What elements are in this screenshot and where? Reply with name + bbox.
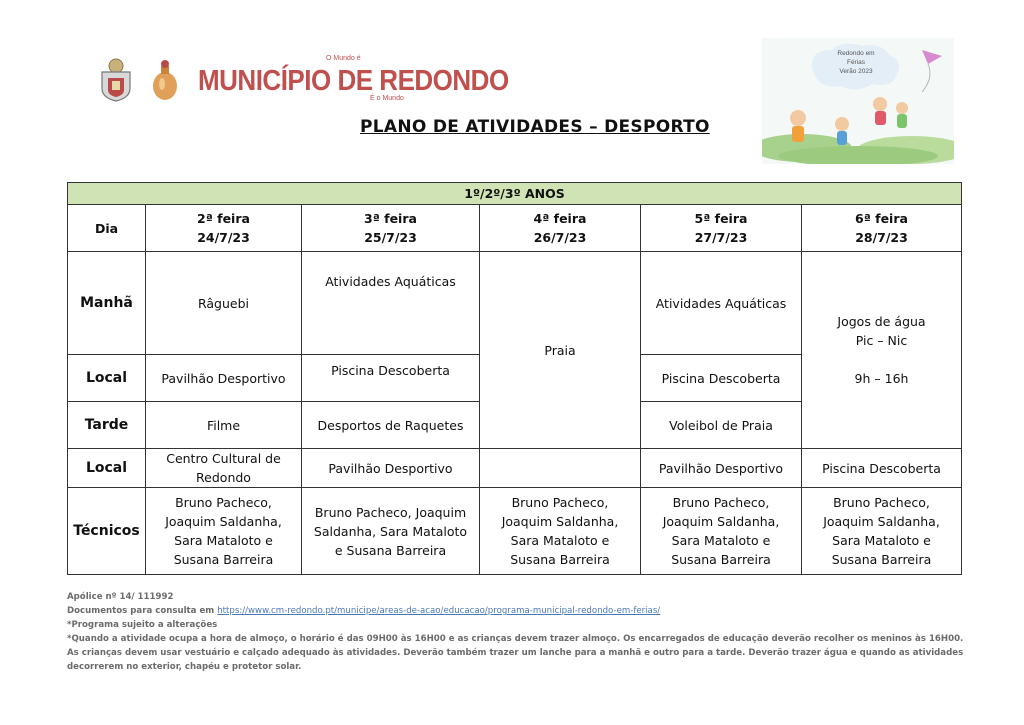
cell-location: Pavilhão Desportivo xyxy=(641,449,802,488)
caption-line: Verão 2023 xyxy=(839,68,873,75)
caption-line: Férias xyxy=(846,59,866,66)
lunch-note: *Quando a atividade ocupa a hora de almoço, o horário é das 09H00 às 16H00 e as crianças devem trazer almoço. Os encarregados de educação deverão recolher os meninos às 16H00. As crianças devem usar vestuário e calçado adequado às atividades. Deverão também trazer um lanche para a manhã e outro para a tarde. Deverão trazer água e quando as atividades decorrerem no exterior, chapéu e protetor solar. xyxy=(67,634,964,672)
activity-schedule-table xyxy=(67,182,962,575)
cell-line: Sara Mataloto e xyxy=(510,533,610,548)
cell-location: Centro Cultural de Redondo xyxy=(146,449,302,488)
day-label xyxy=(68,205,146,252)
row-label-technicians: Técnicos xyxy=(68,488,146,575)
cell-line xyxy=(806,350,957,369)
cell-line: 9h – 16h xyxy=(854,371,909,386)
footer-notes xyxy=(67,590,967,674)
cell-line: Sara Mataloto e xyxy=(832,533,931,548)
day-header xyxy=(480,205,641,252)
morning-row xyxy=(68,252,962,355)
day-name: 3ª feira xyxy=(364,211,417,226)
cell-line: Susana Barreira xyxy=(173,552,274,567)
illustration-caption xyxy=(820,49,892,76)
page-title: PLANO DE ATIVIDADES – DESPORTO xyxy=(360,117,710,137)
logo-tagline-top: O Mundo é xyxy=(326,55,361,62)
cell-location: Pavilhão Desportivo xyxy=(302,449,480,488)
cell-activity: Praia xyxy=(480,252,641,449)
cell-line: Jogos de água xyxy=(837,314,926,329)
cell-technicians xyxy=(641,488,802,575)
cell-line: Bruno Pacheco, xyxy=(672,495,770,510)
day-header xyxy=(802,205,962,252)
day-header xyxy=(641,205,802,252)
day-name: 5ª feira xyxy=(694,211,748,226)
cell-line: Saldanha, Sara Mataloto xyxy=(313,523,468,539)
cell-line: Susana Barreira xyxy=(510,552,610,567)
cell-line: Bruno Pacheco, xyxy=(175,495,272,510)
cell-line: Joaquim Saldanha, xyxy=(165,514,282,529)
day-date: 26/7/23 xyxy=(533,230,587,245)
row-label-location: Local xyxy=(68,449,146,488)
cell-location xyxy=(480,449,641,488)
insurance-policy: Apólice nº 14/ 111992 xyxy=(67,592,174,602)
cell-technicians xyxy=(146,488,302,575)
row-label-afternoon: Tarde xyxy=(68,402,146,449)
municipal-crest-icon xyxy=(96,56,136,102)
cell-line: e Susana Barreira xyxy=(334,542,447,558)
row-label-location: Local xyxy=(68,355,146,402)
documents-prefix: Documentos para consulta em xyxy=(67,606,218,616)
cell-activity: Voleibol de Praia xyxy=(641,402,802,449)
cell-activity: Atividades Aquáticas xyxy=(641,252,802,355)
technicians-row xyxy=(68,488,962,575)
vase-logo-icon xyxy=(150,58,180,102)
afternoon-location-row xyxy=(68,449,962,488)
cell-location: Piscina Descoberta xyxy=(802,449,962,488)
program-note: *Programa sujeito a alterações xyxy=(67,620,218,630)
day-name: 2ª feira xyxy=(197,211,250,226)
cell-line: Bruno Pacheco, xyxy=(833,495,930,510)
cell-activity: Desportos de Raquetes xyxy=(302,402,480,449)
day-name: 6ª feira xyxy=(855,211,908,226)
day-date: 27/7/23 xyxy=(694,230,748,245)
cell-line: Pic – Nic xyxy=(855,333,908,348)
cell-line: Sara Mataloto e xyxy=(671,533,771,548)
cell-activity: Atividades Aquáticas xyxy=(302,252,480,355)
day-date: 28/7/23 xyxy=(855,230,908,245)
documents-link[interactable]: https://www.cm-redondo.pt/municipe/areas-de-acao/educacao/programa-municipal-redondo-em-ferias/ xyxy=(217,606,661,616)
group-header: 1º/2º/3º ANOS xyxy=(68,183,962,205)
day-name: 4ª feira xyxy=(533,211,587,226)
cell-technicians xyxy=(802,488,962,575)
cell-line: Sara Mataloto e xyxy=(174,533,273,548)
cell-activity: Râguebi xyxy=(146,252,302,355)
cell-activity: Filme xyxy=(146,402,302,449)
day-date: 25/7/23 xyxy=(364,230,417,245)
logo-tagline-bottom: É o Mundo xyxy=(370,95,404,102)
cell-line: Bruno Pacheco, Joaquim xyxy=(314,504,467,520)
cell-technicians xyxy=(480,488,641,575)
cell-line: Susana Barreira xyxy=(671,552,771,567)
caption-line: Redondo em xyxy=(837,50,875,57)
cell-line: Susana Barreira xyxy=(831,552,932,567)
cell-location: Piscina Descoberta xyxy=(641,355,802,402)
cell-activity-full-day xyxy=(802,252,962,449)
municipality-logo-text: MUNICÍPIO DE REDONDO xyxy=(198,63,509,97)
row-label-morning: Manhã xyxy=(68,252,146,355)
cell-technicians xyxy=(302,488,480,575)
day-label-text: Dia xyxy=(94,220,119,236)
cell-line: Joaquim Saldanha, xyxy=(501,514,619,529)
cell-line: Joaquim Saldanha, xyxy=(823,514,940,529)
group-header-row xyxy=(68,183,962,205)
day-header xyxy=(146,205,302,252)
day-date: 24/7/23 xyxy=(197,230,250,245)
cell-location: Pavilhão Desportivo xyxy=(146,355,302,402)
day-header xyxy=(302,205,480,252)
documents-line xyxy=(67,604,967,618)
cell-line: Bruno Pacheco, xyxy=(511,495,609,510)
day-header-row xyxy=(68,205,962,252)
cell-line: Joaquim Saldanha, xyxy=(662,514,780,529)
cell-location: Piscina Descoberta xyxy=(302,355,480,402)
